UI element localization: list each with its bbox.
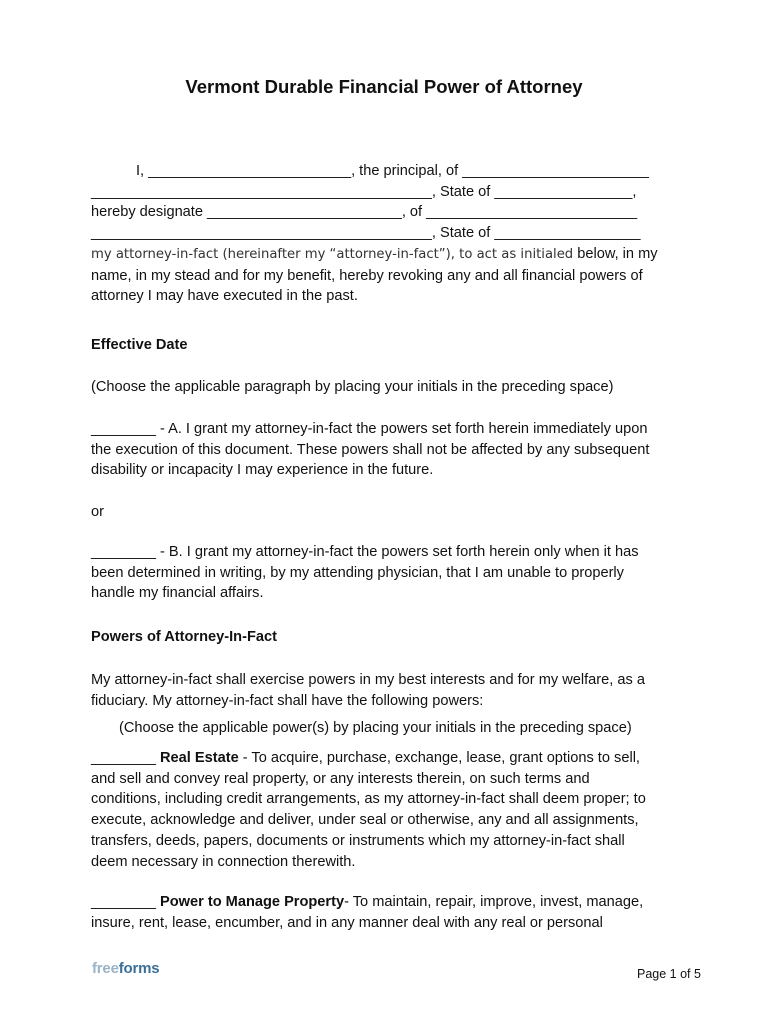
document-title: Vermont Durable Financial Power of Attorney [185, 76, 583, 97]
manage-property-first-line [91, 892, 671, 913]
freeforms-logo [92, 960, 159, 977]
intro-line-5 [91, 244, 671, 266]
or-text: or [91, 504, 104, 520]
real-estate-line: deem necessary in connection therewith. [91, 853, 356, 870]
powers-intro [91, 670, 671, 711]
option-a-line: disability or incapacity I may experience in the future. [91, 462, 434, 479]
real-estate-line: transfers, deeds, papers, documents or instruments which my attorney-in-fact shall [91, 832, 625, 849]
logo-part-free: free [92, 960, 119, 977]
real-estate-paragraph [91, 748, 671, 872]
intro-line-3: hereby designate ________________________, of __________________________ [91, 204, 638, 221]
real-estate-initials-blank: ________ [91, 750, 160, 766]
powers-instruction: (Choose the applicable power(s) by placing your initials in the preceding space) [119, 720, 632, 736]
option-a-line: ________ - A. I grant my attorney-in-fact the powers set forth herein immediately upon [91, 421, 648, 437]
intro-line-5-rest: below, in my [573, 245, 658, 262]
intro-paragraph [91, 161, 671, 307]
manage-property-text: - To maintain, repair, improve, invest, manage, [344, 894, 644, 910]
option-a-paragraph [91, 419, 671, 481]
real-estate-line: execute, acknowledge and deliver, under seal or otherwise, any and all assignments, [91, 812, 639, 829]
intro-line-7: attorney I may have executed in the past. [91, 288, 358, 305]
manage-property-line: insure, rent, lease, encumber, and in any manner deal with any real or personal [91, 914, 603, 931]
real-estate-line: conditions, including credit arrangements, as my attorney-in-fact shall deem proper; to [91, 791, 646, 808]
page-number: Page 1 of 5 [637, 967, 701, 981]
option-b-line: been determined in writing, by my attending physician, that I am unable to properly [91, 564, 624, 581]
option-b-line: ________ - B. I grant my attorney-in-fact the powers set forth herein only when it has [91, 544, 639, 560]
intro-line-4: __________________________________________, State of __________________ [91, 225, 641, 242]
logo-part-forms: forms [118, 960, 160, 977]
option-b-paragraph [91, 542, 671, 604]
intro-line-6: name, in my stead and for my benefit, hereby revoking any and all financial powers of [91, 267, 643, 284]
intro-line-2: __________________________________________, State of _________________, [91, 183, 637, 200]
real-estate-label: Real Estate [160, 750, 239, 766]
effective-date-instruction: (Choose the applicable paragraph by placing your initials in the preceding space) [91, 379, 614, 395]
powers-intro-line: fiduciary. My attorney-in-fact shall have the following powers: [91, 692, 484, 709]
option-a-line: the execution of this document. These powers shall not be affected by any subsequent [91, 441, 650, 458]
intro-line-5-light: my attorney-in-fact (hereinafter my “attorney-in-fact”), to act as initialed [91, 246, 574, 262]
manage-property-paragraph [91, 892, 671, 933]
effective-date-heading: Effective Date [91, 337, 188, 353]
intro-line-1: I, _________________________, the principal, of _______________________ [136, 163, 649, 179]
powers-intro-line: My attorney-in-fact shall exercise powers in my best interests and for my welfare, as a [91, 672, 645, 688]
manage-property-initials-blank: ________ [91, 894, 160, 910]
real-estate-text: - To acquire, purchase, exchange, lease, grant options to sell, [238, 750, 640, 766]
powers-heading: Powers of Attorney-In-Fact [91, 629, 277, 645]
manage-property-label: Power to Manage Property [160, 894, 345, 910]
option-b-line: handle my financial affairs. [91, 585, 264, 602]
real-estate-first-line [91, 748, 671, 769]
real-estate-line: and sell and convey real property, or any interests therein, on such terms and [91, 770, 590, 787]
